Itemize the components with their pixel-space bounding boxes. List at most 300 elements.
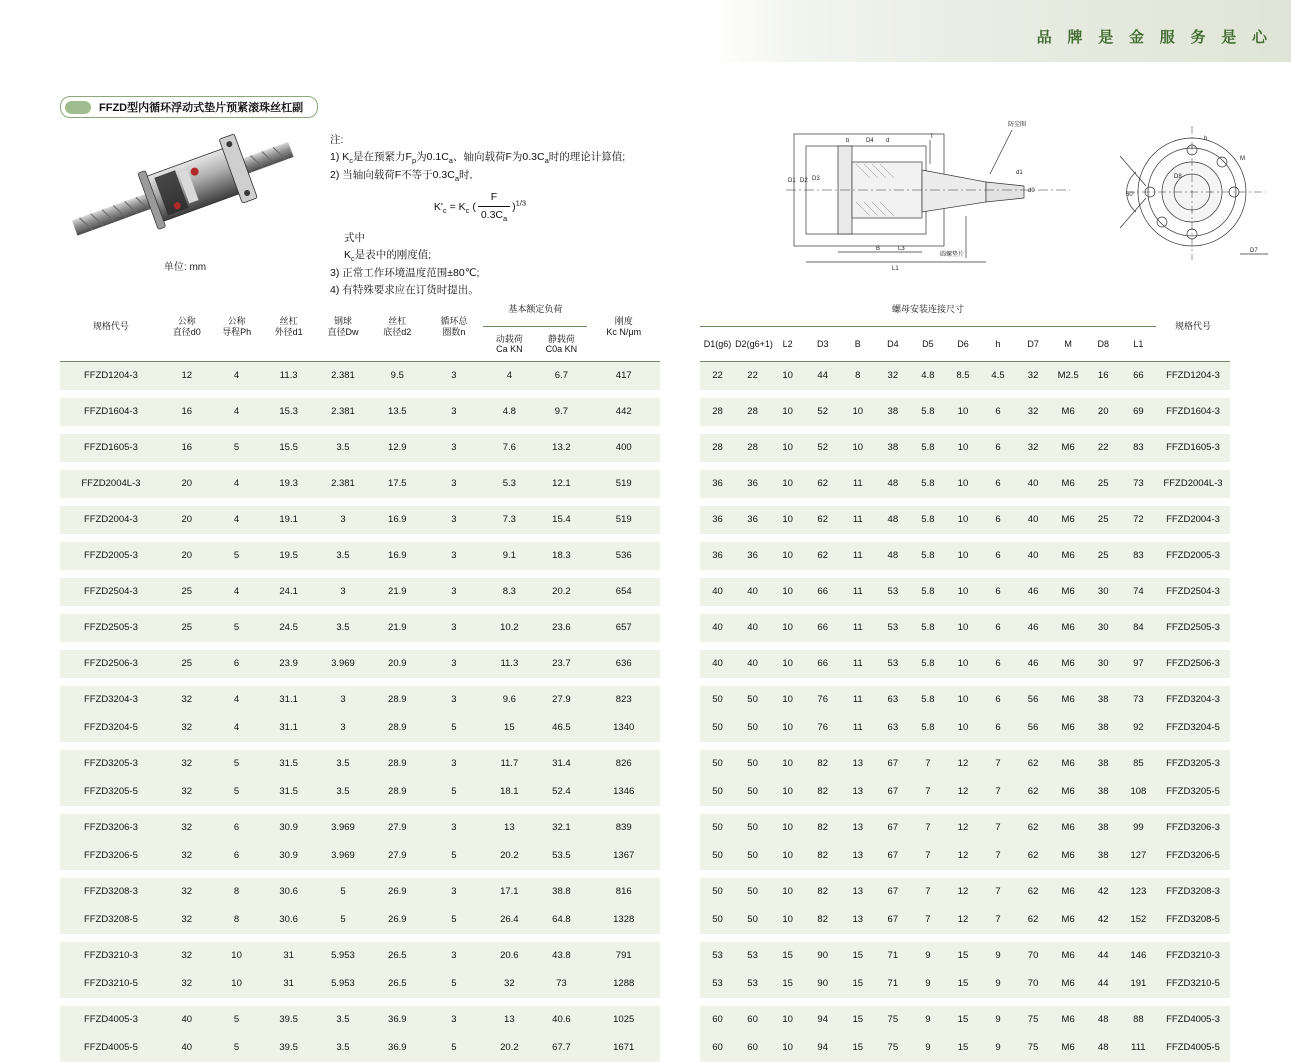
cell-dim-3: 90 <box>805 942 840 970</box>
cell-model-code <box>1156 806 1230 814</box>
cell-dim-1: 40 <box>735 650 770 678</box>
cell-dim-12 <box>1121 570 1156 578</box>
table-row <box>60 390 660 398</box>
cell-model-code: FFZD3210-5 <box>1156 970 1230 998</box>
cell-n: 5 <box>424 778 483 806</box>
note4-sub: c <box>351 254 355 263</box>
cell-ph: 5 <box>212 434 262 462</box>
cell-c0a: 46.5 <box>535 714 587 742</box>
cell-dim-3: 44 <box>805 362 840 391</box>
svg-text:D2: D2 <box>800 178 808 184</box>
cell-d2: 36.9 <box>370 1034 424 1062</box>
cell-dim-9 <box>1016 678 1051 686</box>
cell-model-code <box>1156 642 1230 650</box>
table-row <box>700 498 1230 506</box>
cell-dw: 3.969 <box>316 650 370 678</box>
cell-dim-10: M6 <box>1051 542 1086 570</box>
cell-dw <box>316 462 370 470</box>
cell-d2 <box>370 806 424 814</box>
cell-dim-1: 22 <box>735 362 770 391</box>
formula-kprime: K' <box>434 201 443 213</box>
th-d1g6: D1(g6) <box>700 327 735 362</box>
table-row <box>700 542 1230 570</box>
cell-n: 3 <box>424 398 483 426</box>
table-row <box>60 906 660 934</box>
cell-d2: 21.9 <box>370 614 424 642</box>
cell-kc: 816 <box>587 878 660 906</box>
cell-dim-8: 9 <box>981 1006 1016 1034</box>
table-row <box>700 678 1230 686</box>
title-bullet-icon <box>65 101 91 114</box>
cell-ph: 5 <box>212 614 262 642</box>
cell-kc <box>587 462 660 470</box>
cell-dim-5: 53 <box>875 650 910 678</box>
cell-d2 <box>370 678 424 686</box>
cell-dim-6 <box>910 462 945 470</box>
cell-dim-8: 6 <box>981 614 1016 642</box>
note1-sub2: p <box>412 156 416 165</box>
cell-dim-6: 7 <box>910 878 945 906</box>
cell-n <box>424 462 483 470</box>
cell-dim-7: 10 <box>945 578 980 606</box>
cell-dw: 3.5 <box>316 542 370 570</box>
cell-model-code: FFZD3208-3 <box>1156 878 1230 906</box>
cell-d2 <box>370 498 424 506</box>
table-row <box>700 842 1230 870</box>
cell-dim-8: 7 <box>981 750 1016 778</box>
cell-dim-5 <box>875 642 910 650</box>
table-row <box>60 578 660 606</box>
cell-dw: 3.969 <box>316 842 370 870</box>
cell-dim-4 <box>840 498 875 506</box>
cell-model-code: FFZD3210-5 <box>60 970 162 998</box>
cell-c0a <box>535 570 587 578</box>
cell-dim-8 <box>981 498 1016 506</box>
cell-dim-1: 36 <box>735 470 770 498</box>
note-formula <box>330 189 630 225</box>
cell-dim-10 <box>1051 426 1086 434</box>
cell-dim-11: 25 <box>1086 506 1121 534</box>
cell-dim-1 <box>735 426 770 434</box>
cell-ca <box>483 462 535 470</box>
cell-dim-2: 10 <box>770 714 805 742</box>
th-d8: D8 <box>1086 327 1121 362</box>
table-row <box>60 998 660 1006</box>
cell-dim-12: 72 <box>1121 506 1156 534</box>
cell-c0a <box>535 498 587 506</box>
cell-dim-11 <box>1086 998 1121 1006</box>
cell-dim-2 <box>770 742 805 750</box>
cell-dim-8 <box>981 998 1016 1006</box>
left-table-body <box>60 362 660 1062</box>
th-d6: D6 <box>945 327 980 362</box>
cell-dw: 3.5 <box>316 750 370 778</box>
cell-d2 <box>370 462 424 470</box>
table-row <box>700 878 1230 906</box>
cell-dim-8: 6 <box>981 398 1016 426</box>
cell-d0 <box>162 390 212 398</box>
cell-dim-5: 32 <box>875 362 910 391</box>
cell-dim-10 <box>1051 498 1086 506</box>
cell-dw: 2.381 <box>316 362 370 391</box>
cell-d2 <box>370 642 424 650</box>
cell-model-code <box>60 642 162 650</box>
cell-c0a <box>535 998 587 1006</box>
cell-dim-2 <box>770 934 805 942</box>
cell-dim-1: 53 <box>735 970 770 998</box>
right-table-body <box>700 362 1230 1062</box>
cell-dim-9 <box>1016 390 1051 398</box>
cell-d0 <box>162 934 212 942</box>
cell-kc <box>587 870 660 878</box>
cell-dim-12 <box>1121 498 1156 506</box>
cell-n: 5 <box>424 842 483 870</box>
cell-d0: 32 <box>162 778 212 806</box>
cell-d1 <box>261 390 315 398</box>
cell-dim-8: 6 <box>981 578 1016 606</box>
cell-n <box>424 870 483 878</box>
th-mount-dimensions-group: 螺母安装连接尺寸 <box>700 292 1156 327</box>
cell-n: 5 <box>424 970 483 998</box>
cell-dim-10: M6 <box>1051 398 1086 426</box>
cell-dim-7: 15 <box>945 970 980 998</box>
cell-dim-10: M6 <box>1051 750 1086 778</box>
cell-dim-4: 8 <box>840 362 875 391</box>
cell-ph: 4 <box>212 506 262 534</box>
cell-dim-2: 10 <box>770 878 805 906</box>
cell-dim-6: 5.8 <box>910 686 945 714</box>
cell-dim-5: 48 <box>875 506 910 534</box>
cell-dim-10: M6 <box>1051 1034 1086 1062</box>
cell-dim-7: 12 <box>945 878 980 906</box>
table-row <box>700 650 1230 678</box>
cell-dim-5: 48 <box>875 542 910 570</box>
cell-dim-12 <box>1121 642 1156 650</box>
cell-model-code <box>1156 742 1230 750</box>
cell-dim-10 <box>1051 678 1086 686</box>
cell-dim-11: 42 <box>1086 906 1121 934</box>
cell-dw: 3 <box>316 686 370 714</box>
cell-dim-6: 5.8 <box>910 434 945 462</box>
cell-dim-11: 38 <box>1086 842 1121 870</box>
table-row <box>60 742 660 750</box>
cell-model-code <box>1156 390 1230 398</box>
cell-dim-11 <box>1086 870 1121 878</box>
th-l2: L2 <box>770 327 805 362</box>
cell-dim-12: 108 <box>1121 778 1156 806</box>
svg-text:防尘圈: 防尘圈 <box>1008 120 1026 128</box>
cell-dim-7: 10 <box>945 686 980 714</box>
cell-dim-2: 10 <box>770 650 805 678</box>
cell-model-code: FFZD4005-5 <box>1156 1034 1230 1062</box>
cell-d2 <box>370 870 424 878</box>
cell-d2: 17.5 <box>370 470 424 498</box>
cell-d0: 32 <box>162 686 212 714</box>
cell-dim-10: M6 <box>1051 878 1086 906</box>
cell-dim-1: 28 <box>735 398 770 426</box>
cell-dim-1: 50 <box>735 686 770 714</box>
cell-ph: 5 <box>212 542 262 570</box>
cell-dim-3 <box>805 998 840 1006</box>
cell-dw <box>316 390 370 398</box>
cell-dim-6: 5.8 <box>910 650 945 678</box>
note4-p2: 是表中的刚度值; <box>355 249 431 261</box>
cell-kc <box>587 390 660 398</box>
note1-p5: 时的理论计算值; <box>549 151 625 163</box>
cell-d0: 12 <box>162 362 212 391</box>
cell-dim-6: 5.8 <box>910 506 945 534</box>
cell-dim-4: 13 <box>840 842 875 870</box>
cell-dim-6 <box>910 606 945 614</box>
cell-dw <box>316 742 370 750</box>
cell-dw: 5.953 <box>316 970 370 998</box>
cell-d2: 26.9 <box>370 906 424 934</box>
table-row <box>700 426 1230 434</box>
cell-model-code <box>1156 570 1230 578</box>
cell-dim-2 <box>770 606 805 614</box>
cell-d2: 27.9 <box>370 842 424 870</box>
formula-denominator <box>478 207 510 225</box>
cell-model-code: FFZD3204-5 <box>60 714 162 742</box>
table-row <box>700 642 1230 650</box>
cell-d2: 28.9 <box>370 714 424 742</box>
cell-ca: 4.8 <box>483 398 535 426</box>
cell-dim-6: 5.8 <box>910 714 945 742</box>
cell-dim-4 <box>840 570 875 578</box>
cell-d0: 25 <box>162 650 212 678</box>
th-d7: D7 <box>1016 327 1051 362</box>
cell-dim-7: 10 <box>945 614 980 642</box>
svg-text:D8: D8 <box>1174 174 1182 180</box>
cell-dim-12: 92 <box>1121 714 1156 742</box>
svg-text:D4: D4 <box>866 138 874 144</box>
cell-d0: 16 <box>162 434 212 462</box>
cell-dim-6 <box>910 998 945 1006</box>
table-row <box>60 934 660 942</box>
cell-ph: 10 <box>212 942 262 970</box>
cell-d0: 40 <box>162 1006 212 1034</box>
cell-n: 3 <box>424 542 483 570</box>
cell-ph <box>212 570 262 578</box>
cell-dim-1: 50 <box>735 750 770 778</box>
cell-n <box>424 934 483 942</box>
cell-dim-0: 28 <box>700 398 735 426</box>
cell-dim-1: 50 <box>735 906 770 934</box>
cell-dim-5: 38 <box>875 398 910 426</box>
svg-text:D1: D1 <box>788 178 796 184</box>
cell-ph: 6 <box>212 814 262 842</box>
cell-dim-10: M6 <box>1051 814 1086 842</box>
cell-dim-12 <box>1121 806 1156 814</box>
cell-ca <box>483 426 535 434</box>
cell-dim-9: 62 <box>1016 878 1051 906</box>
cell-dim-4: 15 <box>840 1034 875 1062</box>
cell-c0a: 38.8 <box>535 878 587 906</box>
cell-n <box>424 678 483 686</box>
cell-d0 <box>162 998 212 1006</box>
cell-dim-4 <box>840 870 875 878</box>
cell-dim-11 <box>1086 806 1121 814</box>
cell-d1: 30.9 <box>261 842 315 870</box>
cell-d0 <box>162 806 212 814</box>
cell-d0: 32 <box>162 906 212 934</box>
cell-d1 <box>261 934 315 942</box>
note-line-4 <box>330 247 630 265</box>
cell-ca: 4 <box>483 362 535 391</box>
cell-dim-6 <box>910 498 945 506</box>
cell-model-code <box>60 606 162 614</box>
cell-dim-4: 13 <box>840 906 875 934</box>
cell-d1: 24.1 <box>261 578 315 606</box>
cell-dim-5: 71 <box>875 942 910 970</box>
cell-n: 3 <box>424 434 483 462</box>
cell-n <box>424 498 483 506</box>
cell-dim-11: 22 <box>1086 434 1121 462</box>
cell-dim-6: 7 <box>910 814 945 842</box>
cell-dim-7 <box>945 606 980 614</box>
cell-dim-9 <box>1016 870 1051 878</box>
cell-n <box>424 642 483 650</box>
table-row <box>60 814 660 842</box>
cell-dim-4 <box>840 390 875 398</box>
cell-dim-3 <box>805 934 840 942</box>
cell-ca <box>483 390 535 398</box>
cell-dim-1 <box>735 570 770 578</box>
cell-dim-9: 70 <box>1016 970 1051 998</box>
th-code: 规格代号 <box>60 292 162 362</box>
cell-dim-11: 30 <box>1086 614 1121 642</box>
cell-dim-12: 88 <box>1121 1006 1156 1034</box>
cell-ph <box>212 462 262 470</box>
cell-model-code <box>60 998 162 1006</box>
cell-dim-9: 32 <box>1016 434 1051 462</box>
cell-dim-7: 10 <box>945 506 980 534</box>
cell-dim-8: 9 <box>981 942 1016 970</box>
formula-fraction <box>478 189 510 225</box>
cell-ph: 4 <box>212 578 262 606</box>
cell-dim-6: 4.8 <box>910 362 945 391</box>
cell-dim-5 <box>875 498 910 506</box>
cell-dim-5: 38 <box>875 434 910 462</box>
cell-ph: 5 <box>212 750 262 778</box>
cell-d0: 32 <box>162 714 212 742</box>
cell-dim-8 <box>981 426 1016 434</box>
cell-dim-7: 10 <box>945 714 980 742</box>
table-row <box>60 498 660 506</box>
table-row <box>60 470 660 498</box>
cell-d0: 25 <box>162 578 212 606</box>
cell-kc: 442 <box>587 398 660 426</box>
cell-model-code: FFZD1604-3 <box>1156 398 1230 426</box>
cell-d1: 19.1 <box>261 506 315 534</box>
cell-model-code: FFZD4005-3 <box>60 1006 162 1034</box>
cell-n <box>424 390 483 398</box>
cell-dim-10: M6 <box>1051 578 1086 606</box>
formula-den-sub: a <box>503 215 507 224</box>
cell-dim-3: 82 <box>805 878 840 906</box>
cell-dim-4: 15 <box>840 970 875 998</box>
cell-dim-7: 10 <box>945 542 980 570</box>
cell-dim-9 <box>1016 742 1051 750</box>
cell-model-code: FFZD2506-3 <box>60 650 162 678</box>
note-line-2 <box>330 167 630 185</box>
cell-dim-6: 5.8 <box>910 398 945 426</box>
cell-dim-5 <box>875 390 910 398</box>
cell-dim-4: 13 <box>840 750 875 778</box>
cell-c0a: 13.2 <box>535 434 587 462</box>
cell-dim-7 <box>945 678 980 686</box>
cell-dim-10: M2.5 <box>1051 362 1086 391</box>
cell-dim-7: 15 <box>945 1006 980 1034</box>
cell-d1 <box>261 498 315 506</box>
th-dynamic-load: 动载荷 Ca KN <box>483 327 535 362</box>
cell-dim-2: 10 <box>770 614 805 642</box>
cell-d1: 31 <box>261 970 315 998</box>
cell-dim-1: 53 <box>735 942 770 970</box>
cell-dim-5: 53 <box>875 578 910 606</box>
cell-dim-4: 13 <box>840 878 875 906</box>
cell-dim-3: 82 <box>805 842 840 870</box>
th-circuit-turns: 循环总 圈数n <box>424 292 483 362</box>
cell-kc <box>587 742 660 750</box>
cell-d0 <box>162 870 212 878</box>
cell-dim-10: M6 <box>1051 614 1086 642</box>
cell-dim-8 <box>981 390 1016 398</box>
cell-dim-0: 50 <box>700 686 735 714</box>
cell-dim-4: 13 <box>840 814 875 842</box>
cell-dim-11 <box>1086 390 1121 398</box>
cell-ca: 9.6 <box>483 686 535 714</box>
cell-dim-8 <box>981 606 1016 614</box>
cell-n: 3 <box>424 578 483 606</box>
table-row <box>700 606 1230 614</box>
cell-dim-2 <box>770 642 805 650</box>
cell-dim-12: 111 <box>1121 1034 1156 1062</box>
cell-dim-10 <box>1051 462 1086 470</box>
cell-d1: 31 <box>261 942 315 970</box>
cell-dim-9: 40 <box>1016 506 1051 534</box>
left-table-head <box>60 292 660 362</box>
cell-model-code <box>60 462 162 470</box>
cell-d2: 26.5 <box>370 970 424 998</box>
cell-dim-0: 50 <box>700 778 735 806</box>
cell-dim-4: 11 <box>840 686 875 714</box>
cell-d0: 25 <box>162 614 212 642</box>
cell-d1: 11.3 <box>261 362 315 391</box>
cell-model-code: FFZD2004-3 <box>1156 506 1230 534</box>
cell-dim-6 <box>910 426 945 434</box>
cell-dim-5 <box>875 606 910 614</box>
cell-dim-4: 10 <box>840 434 875 462</box>
cell-kc: 1025 <box>587 1006 660 1034</box>
cell-d2: 20.9 <box>370 650 424 678</box>
table-row <box>60 1034 660 1062</box>
table-row <box>60 542 660 570</box>
cell-dim-2: 15 <box>770 970 805 998</box>
cell-kc: 636 <box>587 650 660 678</box>
cell-dw <box>316 806 370 814</box>
cell-dim-11 <box>1086 642 1121 650</box>
cell-ph <box>212 742 262 750</box>
cell-c0a: 23.7 <box>535 650 587 678</box>
cell-dim-9: 56 <box>1016 686 1051 714</box>
formula-paren-open: ( <box>472 201 476 213</box>
cell-dim-7: 15 <box>945 1034 980 1062</box>
table-row <box>60 434 660 462</box>
cell-dim-1 <box>735 998 770 1006</box>
cell-dim-0 <box>700 642 735 650</box>
cell-n <box>424 570 483 578</box>
